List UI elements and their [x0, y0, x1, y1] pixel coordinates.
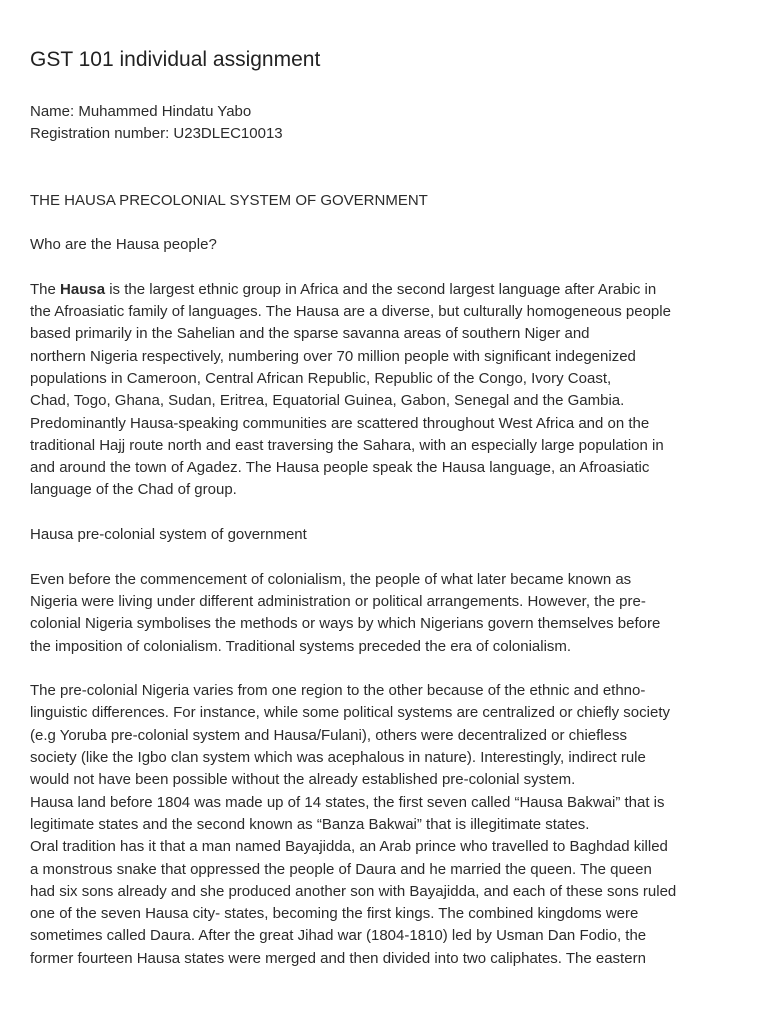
paragraph-line: based primarily in the Sahelian and the sparse savanna areas of southern Niger and: [30, 325, 590, 343]
paragraph-line: The Hausa is the largest ethnic group in Africa and the second largest language after Arabic in: [30, 280, 657, 298]
paragraph-line: a monstrous snake that oppressed the people of Daura and he married the queen. The queen: [30, 860, 652, 878]
paragraph-line: linguistic differences. For instance, while some political systems are centralized or chiefly society: [30, 704, 670, 722]
spacer: [30, 546, 738, 568]
paragraph-line: Nigeria were living under different administration or political arrangements. However, the pre-: [30, 592, 646, 610]
paragraph-line: legitimate states and the second known as “Banza Bakwai” that is illegitimate states.: [30, 815, 590, 833]
paragraph-line: Chad, Togo, Ghana, Sudan, Eritrea, Equatorial Guinea, Gabon, Senegal and the Gambia.: [30, 392, 625, 410]
spacer: [30, 146, 738, 190]
paragraph-line: (e.g Yoruba pre-colonial system and Hausa/Fulani), others were decentralized or chiefless: [30, 726, 627, 744]
paragraph-line: would not have been possible without the already established pre-colonial system.: [30, 771, 576, 789]
paragraph-line: Predominantly Hausa-speaking communities are scattered throughout West Africa and on the: [30, 414, 650, 432]
bold-word-hausa: Hausa: [60, 280, 106, 298]
paragraph-line: populations in Cameroon, Central African Republic, Republic of the Congo, Ivory Coast,: [30, 369, 612, 387]
paragraph-line: society (like the Igbo clan system which was acephalous in nature). Interestingly, indirect rule: [30, 749, 646, 767]
question-heading: Who are the Hausa people?: [30, 236, 217, 254]
paragraph-line: the Afroasiatic family of languages. The Hausa are a diverse, but culturally homogeneous people: [30, 303, 671, 321]
paragraph-line: former fourteen Hausa states were merged and then divided into two caliphates. The eastern: [30, 949, 646, 967]
paragraph-line: one of the seven Hausa city- states, becoming the first kings. The combined kingdoms were: [30, 905, 639, 923]
section-heading: THE HAUSA PRECOLONIAL SYSTEM OF GOVERNMENT: [30, 191, 428, 209]
paragraph-line: the imposition of colonialism. Traditional systems preceded the era of colonialism.: [30, 637, 572, 655]
paragraph-line: and around the town of Agadez. The Hausa people speak the Hausa language, an Afroasiatic: [30, 459, 650, 477]
paragraph-hausa-intro: [30, 279, 738, 502]
spacer: [30, 212, 738, 234]
paragraph-line: traditional Hajj route north and east traversing the Sahara, with an especially large population in: [30, 436, 664, 454]
paragraph-line: colonial Nigeria symbolises the methods or ways by which Nigerians govern themselves before: [30, 615, 661, 633]
paragraph-regions: [30, 680, 738, 970]
paragraph-line: had six sons already and she produced another son with Bayajidda, and each of these sons ruled: [30, 882, 677, 900]
paragraph-line: sometimes called Daura. After the great Jihad war (1804-1810) led by Usman Dan Fodio, the: [30, 927, 647, 945]
registration-number: Registration number: U23DLEC10013: [30, 125, 283, 143]
paragraph-line: Oral tradition has it that a man named Bayajidda, an Arab prince who travelled to Baghdad killed: [30, 838, 668, 856]
paragraph-line: The pre-colonial Nigeria varies from one region to the other because of the ethnic and ethno-: [30, 682, 646, 700]
spacer: [30, 256, 738, 278]
subheading: Hausa pre-colonial system of government: [30, 526, 307, 544]
spacer: [30, 502, 738, 524]
document-title: GST 101 individual assignment: [30, 48, 321, 71]
paragraph-line: language of the Chad of group.: [30, 481, 237, 499]
paragraph-line: Even before the commencement of colonialism, the people of what later became known as: [30, 570, 632, 588]
paragraph-line: northern Nigeria respectively, numbering over 70 million people with significant indegenized: [30, 347, 636, 365]
spacer: [30, 658, 738, 680]
paragraph-line: Hausa land before 1804 was made up of 14 states, the first seven called “Hausa Bakwai” that is: [30, 793, 665, 811]
author-name: Name: Muhammed Hindatu Yabo: [30, 103, 252, 120]
paragraph-precolonial: [30, 569, 738, 658]
